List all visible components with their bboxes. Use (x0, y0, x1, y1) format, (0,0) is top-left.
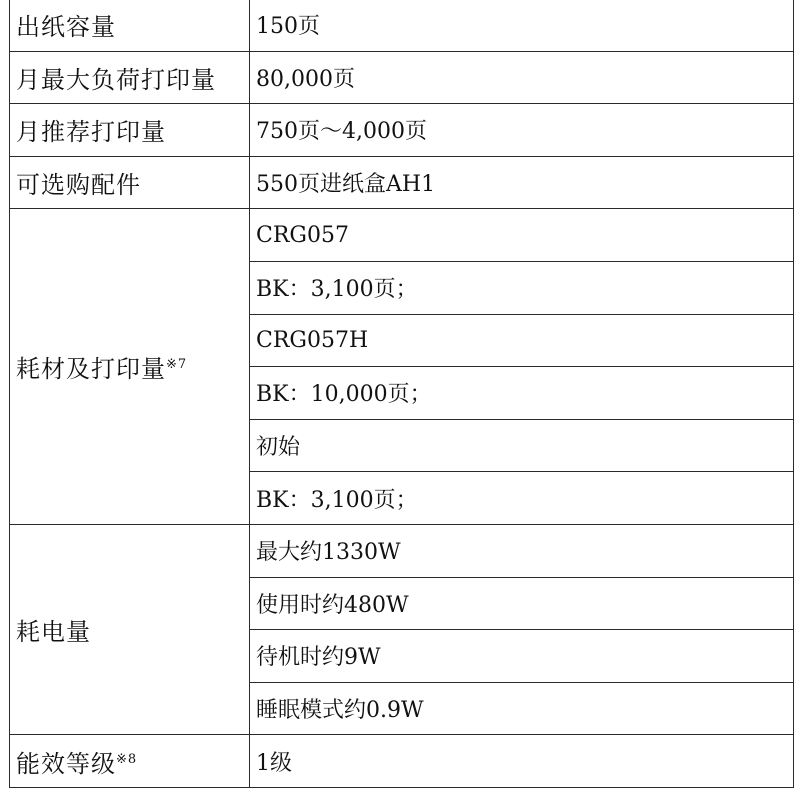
footnote-mark: ※7 (166, 357, 188, 373)
table-row (10, 0, 794, 51)
row-label: 月最大负荷打印量 (10, 51, 250, 104)
row-label: 月推荐打印量 (10, 104, 250, 157)
row-label: 可选购配件 (10, 156, 250, 209)
energy-label: 能效等级 (16, 749, 116, 778)
energy-label-cell (10, 735, 250, 788)
footnote-mark: ※8 (116, 751, 138, 767)
consumable-value: CRG057 (250, 209, 794, 262)
consumables-label-cell (10, 209, 250, 525)
row-value: 750页～4,000页 (250, 104, 794, 157)
table-row (10, 104, 794, 157)
power-value: 使用时约480W (250, 577, 794, 630)
row-value: 550页进纸盒AH1 (250, 156, 794, 209)
power-value: 最大约1330W (250, 524, 794, 577)
table-row (10, 156, 794, 209)
power-label: 耗电量 (10, 524, 250, 734)
energy-value: 1级 (250, 735, 794, 788)
row-value: 80,000页 (250, 51, 794, 104)
row-label: 出纸容量 (10, 0, 250, 51)
consumable-value: BK：3,100页； (250, 261, 794, 314)
consumable-value: BK：10,000页； (250, 367, 794, 420)
power-value: 睡眠模式约0.9W (250, 682, 794, 735)
table-row (10, 51, 794, 104)
consumables-label: 耗材及打印量 (16, 355, 166, 384)
power-value: 待机时约9W (250, 630, 794, 683)
row-value: 150页 (250, 0, 794, 51)
table-row (10, 524, 794, 577)
table-row (10, 735, 794, 788)
consumable-value: BK：3,100页； (250, 472, 794, 525)
consumable-value: 初始 (250, 419, 794, 472)
table-row (10, 209, 794, 262)
consumable-value: CRG057H (250, 314, 794, 367)
spec-table (9, 0, 794, 788)
